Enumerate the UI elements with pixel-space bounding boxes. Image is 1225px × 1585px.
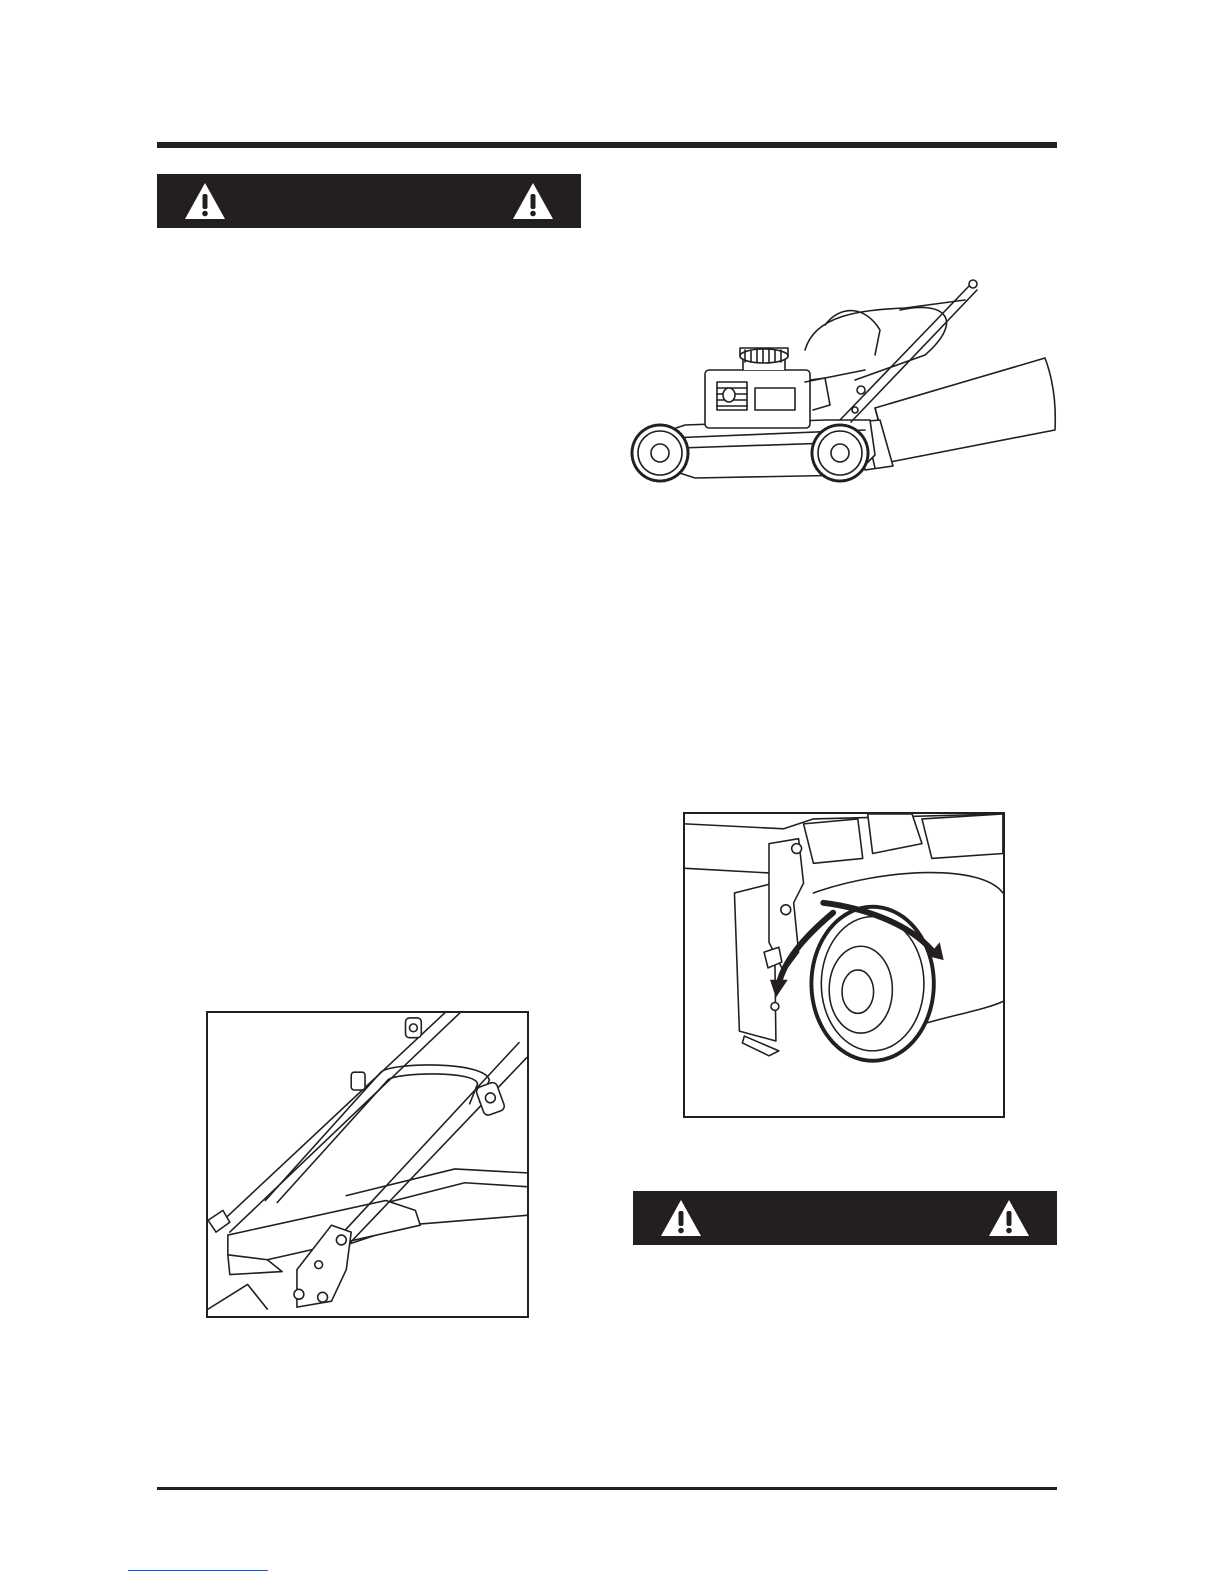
warning-triangle-icon	[987, 1198, 1031, 1238]
top-rule	[157, 142, 1057, 148]
bottom-rule	[157, 1487, 1057, 1490]
link-underline[interactable]	[128, 1570, 268, 1571]
figure-mower-with-grass-bag	[625, 270, 1060, 490]
warning-triangle-icon	[183, 181, 227, 221]
warning-banner-bottom	[633, 1191, 1057, 1245]
warning-triangle-icon	[659, 1198, 703, 1238]
figure-rear-wheel-height-adjust-detail	[683, 812, 1005, 1118]
warning-triangle-icon	[511, 181, 555, 221]
figure-handle-fold-detail	[206, 1011, 529, 1318]
warning-banner-top	[157, 174, 581, 228]
